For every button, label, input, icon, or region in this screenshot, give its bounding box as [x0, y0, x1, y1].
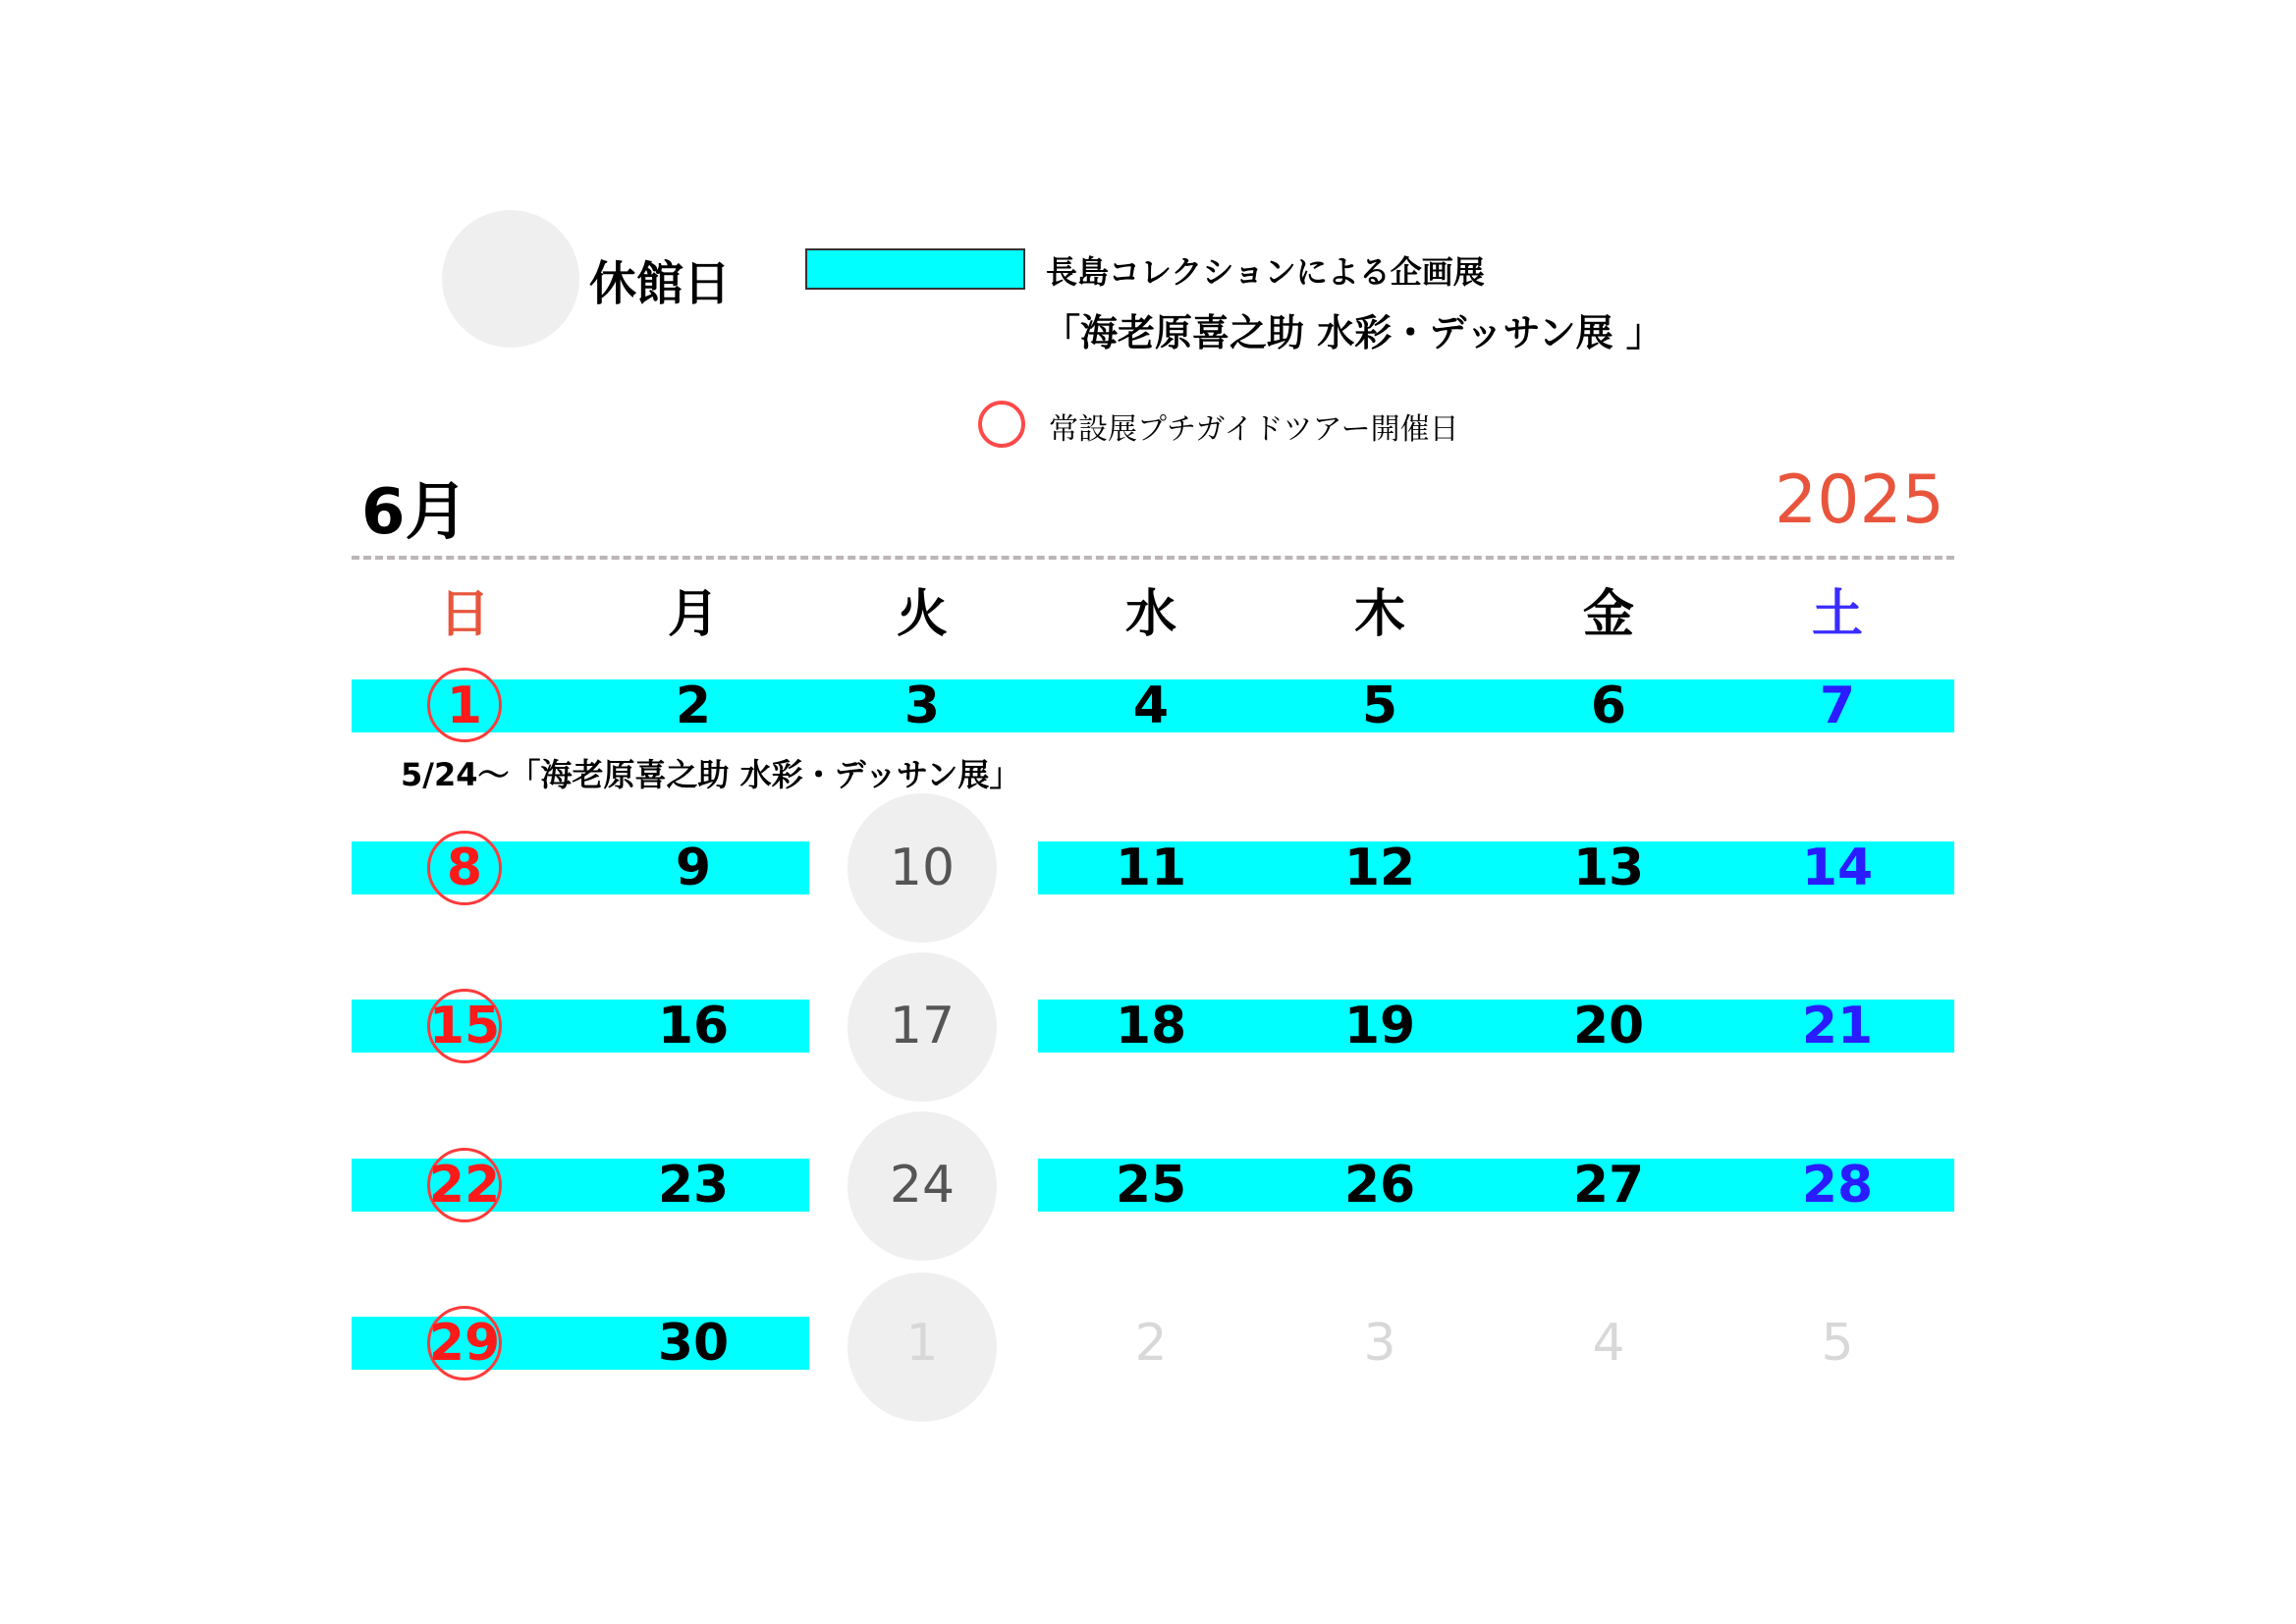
day-cell: 26 — [1343, 1156, 1416, 1215]
day-cell: 29 — [428, 1314, 501, 1373]
exhibit-start-note: 5/24〜「海老原喜之助 水彩・デッサン展」 — [401, 756, 1021, 793]
month-label: 6月 — [361, 476, 468, 549]
day-cell: 9 — [675, 839, 712, 897]
day-cell-next-month: 1 — [905, 1314, 939, 1373]
weekday-sun: 日 — [438, 585, 490, 644]
legend-holiday-swatch — [442, 210, 579, 348]
day-cell-next-month: 5 — [1821, 1314, 1854, 1373]
day-cell: 28 — [1801, 1156, 1874, 1215]
day-cell: 30 — [657, 1314, 730, 1373]
day-cell-closed: 10 — [889, 839, 956, 897]
day-cell: 1 — [446, 677, 483, 735]
day-cell-next-month: 2 — [1134, 1314, 1168, 1373]
legend-exhibit-title: 「海老原喜之助 水彩・デッサン展 」 — [1043, 311, 1664, 354]
day-cell-closed: 24 — [889, 1156, 956, 1215]
day-cell: 21 — [1801, 997, 1874, 1056]
day-cell: 16 — [657, 997, 730, 1056]
legend-tour-ring-icon — [978, 401, 1025, 448]
weekday-wed: 水 — [1124, 585, 1176, 644]
day-cell: 8 — [446, 839, 483, 897]
day-cell: 18 — [1115, 997, 1187, 1056]
weekday-tue: 火 — [896, 585, 948, 644]
weekday-fri: 金 — [1582, 585, 1634, 644]
day-cell-next-month: 3 — [1363, 1314, 1396, 1373]
day-cell: 23 — [657, 1156, 730, 1215]
weekday-sat: 土 — [1811, 585, 1863, 644]
day-cell: 3 — [903, 677, 941, 735]
day-cell: 19 — [1343, 997, 1416, 1056]
legend-exhibit-label: 長島コレクションによる企画展 — [1046, 253, 1485, 291]
day-cell: 15 — [428, 997, 501, 1056]
day-cell: 14 — [1801, 839, 1874, 897]
legend-exhibit-swatch — [805, 248, 1025, 290]
day-cell: 6 — [1590, 677, 1627, 735]
day-cell: 22 — [428, 1156, 501, 1215]
day-cell-next-month: 4 — [1592, 1314, 1625, 1373]
day-cell: 12 — [1343, 839, 1416, 897]
day-cell: 11 — [1115, 839, 1187, 897]
weekday-mon: 月 — [667, 585, 719, 644]
header-divider — [352, 556, 1954, 560]
day-cell: 13 — [1572, 839, 1645, 897]
day-cell: 7 — [1819, 677, 1856, 735]
legend-holiday-label: 休館日 — [589, 256, 732, 311]
day-cell-closed: 17 — [889, 997, 956, 1056]
day-cell: 2 — [675, 677, 712, 735]
day-cell: 20 — [1572, 997, 1645, 1056]
day-cell: 27 — [1572, 1156, 1645, 1215]
legend-tour-label: 常設展プチガイドツアー開催日 — [1049, 412, 1459, 447]
day-cell: 25 — [1115, 1156, 1187, 1215]
day-cell: 4 — [1132, 677, 1170, 735]
weekday-thu: 木 — [1353, 585, 1405, 644]
day-cell: 5 — [1361, 677, 1398, 735]
year-label: 2025 — [1774, 461, 1944, 539]
